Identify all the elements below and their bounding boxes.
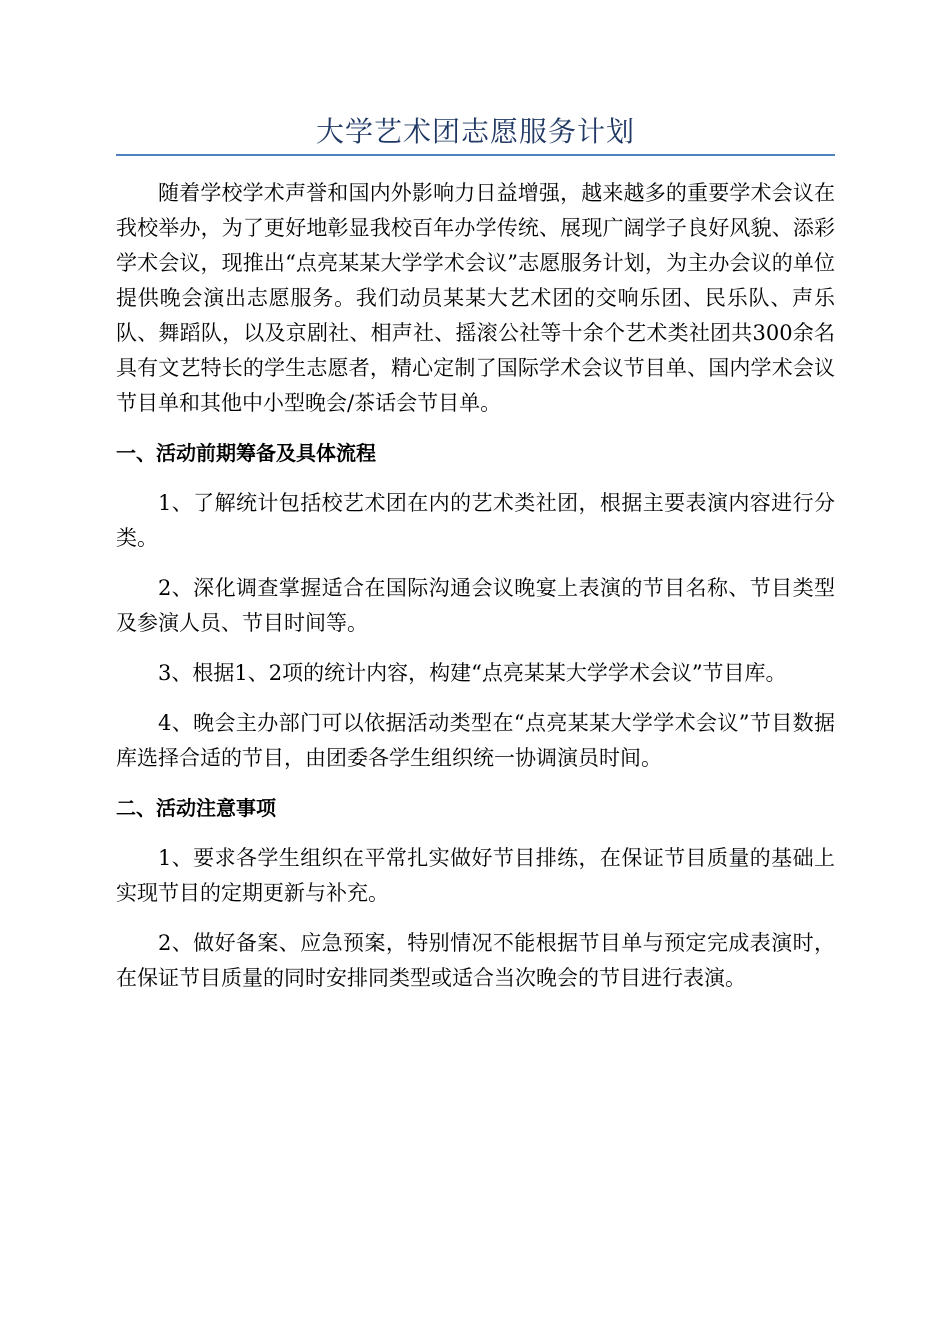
preparation-item-2: 2、深化调查掌握适合在国际沟通会议晚宴上表演的节目名称、节目类型及参演人员、节目时间等。 <box>116 576 835 635</box>
notes-item-2: 2、做好备案、应急预案，特别情况不能根据节目单与预定完成表演时，在保证节目质量的同时安排同类型或适合当次晚会的节目进行表演。 <box>116 931 835 990</box>
section-heading-notes: 二、活动注意事项 <box>116 796 276 820</box>
section-heading-preparation: 一、活动前期筹备及具体流程 <box>116 441 376 465</box>
preparation-item-1: 1、了解统计包括校艺术团在内的艺术类社团，根据主要表演内容进行分类。 <box>116 491 835 550</box>
notes-item-1: 1、要求各学生组织在平常扎实做好节目排练，在保证节目质量的基础上实现节目的定期更新与补充。 <box>116 846 835 905</box>
preparation-item-4: 4、晚会主办部门可以依据活动类型在“点亮某某大学学术会议”节目数据库选择合适的节目，由团委各学生组织统一协调演员时间。 <box>116 711 835 770</box>
intro-paragraph: 随着学校学术声誉和国内外影响力日益增强，越来越多的重要学术会议在我校举办，为了更好地彰显我校百年办学传统、展现广阔学子良好风貌、添彩学术会议，现推出“点亮某某大学学术会议”志愿服务计划，为主办会议的单位提供晚会演出志愿服务。我们动员某某大艺术团的交响乐团、民乐队、声乐队、舞蹈队，以及京剧社、相声社、摇滚公社等十余个艺术类社团共300余名具有文艺特长的学生志愿者，精心定制了国际学术会议节目单、国内学术会议节目单和其他中小型晚会/茶话会节目单。 <box>116 181 835 415</box>
document-title: 大学艺术团志愿服务计划 <box>116 112 835 156</box>
preparation-item-3: 3、根据1、2项的统计内容，构建“点亮某某大学学术会议”节目库。 <box>158 661 787 685</box>
